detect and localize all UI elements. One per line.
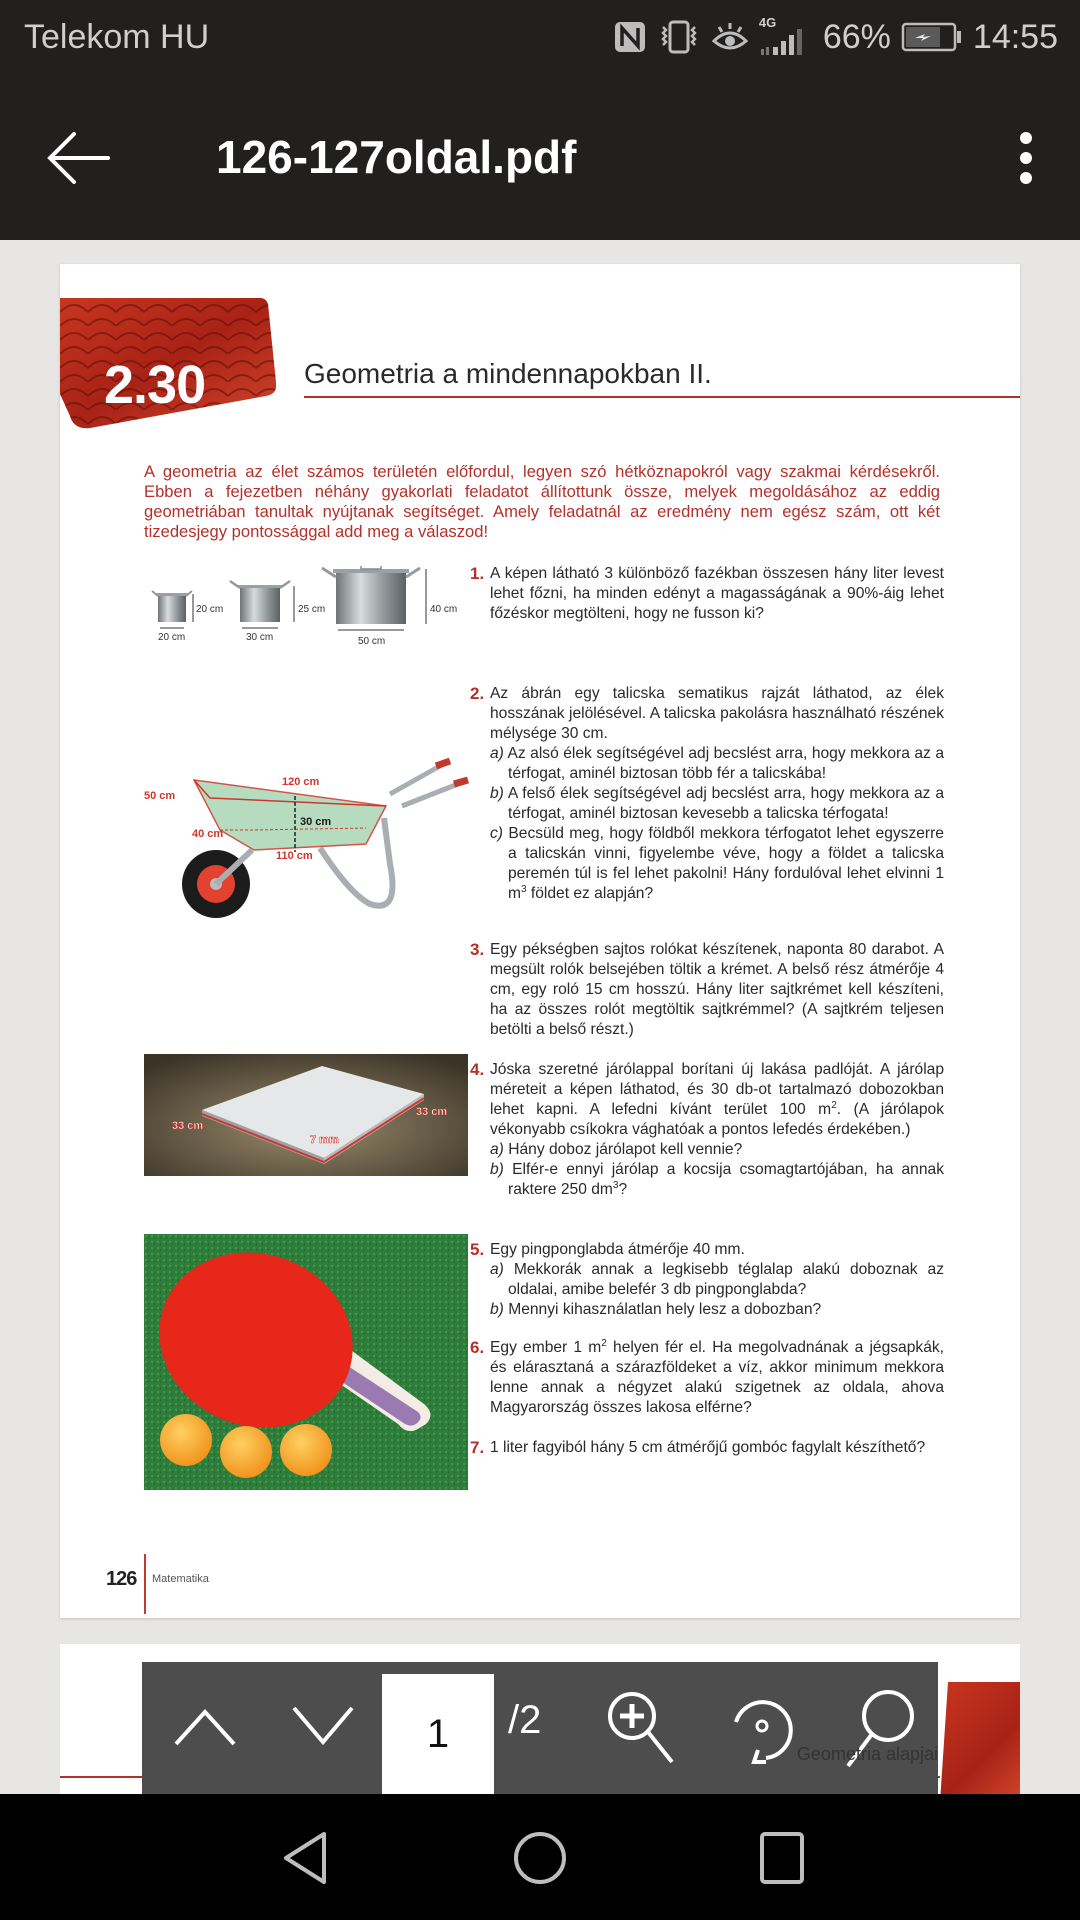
- superscript: 3: [521, 883, 527, 895]
- subitem-text: Mekkorák annak a legkisebb téglalap alakú doboznak az oldalai, amibe belefér 3 db pingponglabda?: [508, 1261, 944, 1298]
- task-number: 3.: [470, 940, 485, 959]
- task-2: [470, 684, 944, 904]
- section-title: Geometria a mindennapokban II.: [304, 358, 712, 389]
- wheelbarrow-depth: 30 cm: [300, 816, 332, 828]
- status-icons: [613, 14, 1058, 60]
- status-bar: [0, 0, 1080, 76]
- subitem-label: a): [490, 1261, 504, 1278]
- task-text: Egy pingponglabda átmérője 40 mm.: [490, 1241, 745, 1258]
- subitem-text: Mennyi kihasználatlan hely lesz a dobozban?: [508, 1301, 822, 1318]
- signal-icon: [759, 17, 813, 57]
- task-number: 7.: [470, 1438, 485, 1457]
- pot-small-height: 20 cm: [196, 604, 224, 615]
- subitem-text-after: földet ez alapján?: [526, 885, 654, 902]
- eye-comfort-icon: [711, 19, 749, 55]
- pot-mid-width: 30 cm: [246, 632, 274, 643]
- nav-back-button[interactable]: [276, 1830, 336, 1886]
- subitem-text: Becsüld meg, hogy földből mekkora térfogatot lehet egyszerre a talicskán vinni, figyelembe véve, hogy a földet a talicska peremén túl is fel lehet pakolni! Hány fordulóval lehet elvinni 1 m: [508, 825, 944, 902]
- subitem-text: Az alsó élek segítségével adj becslést arra, hogy mekkora az a térfogat, aminél biztosan több fér a talicskába!: [507, 745, 944, 782]
- pot-small-width: 20 cm: [158, 632, 186, 643]
- task-text-main: Jóska szeretné járólappal borítani új lakása padlóját. A járólap méreteit a képen láthatod, és 30 db-ot tartalmazó dobozokban lehet kapni. A lefedni kívánt terület 100 m: [490, 1061, 944, 1118]
- pot-mid-height: 25 cm: [298, 604, 326, 615]
- task-number: 5.: [470, 1240, 485, 1259]
- zoom-in-button[interactable]: [602, 1686, 682, 1770]
- wheelbarrow-bottom-width: 40 cm: [192, 828, 224, 840]
- superscript: 3: [612, 1179, 619, 1191]
- task-subitem: [490, 824, 944, 904]
- subitem-text: A felső élek segítségével adj becslést arra, hogy mekkora az a térfogat, aminél biztosan kevesebb a talicska térfogata!: [507, 785, 944, 822]
- nav-home-button[interactable]: [510, 1830, 570, 1886]
- task-text-after: . (A járólapok vékonyabb csíkokra vághatóak a pontos lefedés érdekében.): [490, 1101, 945, 1138]
- nfc-icon: [613, 20, 647, 54]
- subitem-label: b): [490, 1301, 504, 1318]
- subitem-label: b): [490, 1161, 504, 1178]
- zoom-in-icon: [602, 1686, 682, 1770]
- tile-side-a: 33 cm: [172, 1120, 204, 1132]
- tile-side-b: 33 cm: [416, 1106, 448, 1118]
- chevron-down-icon: [288, 1690, 358, 1760]
- pot-large-width: 50 cm: [358, 636, 386, 647]
- pdf-toolbar: [142, 1662, 938, 1794]
- back-button[interactable]: [44, 128, 116, 188]
- pdf-viewer[interactable]: [0, 240, 1080, 1794]
- superscript: 2: [831, 1099, 837, 1111]
- tile-thickness: 7 mm: [310, 1134, 339, 1146]
- superscript: 2: [601, 1337, 607, 1349]
- task-text-after: helyen fér el. Ha megolvadnának a jégsapkák, és elárasztaná a szárazföldeket a víz, akkor minimum mekkora lenne annak a négyzet alakú szigetnek az oldala, ahova Magyarország összes lakosa elférne?: [490, 1339, 944, 1416]
- wheelbarrow-top-width: 50 cm: [144, 790, 176, 802]
- recents-square-icon: [752, 1830, 812, 1886]
- task-subitem: [490, 1300, 944, 1320]
- page2-badge: [940, 1682, 1020, 1794]
- task-number: 4.: [470, 1060, 485, 1079]
- subitem-label: b): [490, 785, 504, 802]
- task-text: A képen látható 3 különböző fazékban összesen hány liter levest lehet főzni, ha minden edényt a magasságának a 90%-áig lehet főzéskor megtölteni, hogy ne fusson ki?: [490, 565, 944, 622]
- task-text: Az ábrán egy talicska sematikus rajzát láthatod, az élek hosszának jelölésével. A talicska pakolásra használható részének mélysége 30 cm.: [490, 685, 944, 742]
- nav-recents-button[interactable]: [752, 1830, 812, 1886]
- pots-figure: [148, 566, 468, 652]
- more-options-button[interactable]: [1012, 128, 1040, 188]
- task-subitem: [490, 744, 944, 784]
- task-4: [470, 1060, 945, 1200]
- task-7: [470, 1438, 944, 1458]
- system-nav-bar: [0, 1794, 1080, 1920]
- intro-paragraph: A geometria az élet számos területén előfordul, legyen szó hétköznapokról vagy szakmai kérdésekről. Ebben a fejezetben néhány gyakorlati feladatot állítottunk össze, melyek megoldásához az eddig geometriában tanultak nyújtanak segítséget. Amely feladatnál az eredmény nem egész szám, ott két tizedesjegy pontossággal add meg a válaszod!: [144, 462, 940, 541]
- document-title: 126-127oldal.pdf: [216, 131, 577, 183]
- task-1: [470, 564, 944, 624]
- subitem-label: a): [490, 745, 504, 762]
- task-5: [470, 1240, 944, 1320]
- task-number: 6.: [470, 1338, 485, 1357]
- footer-subject: Matematika: [152, 1573, 209, 1585]
- task-subitem: [490, 1260, 944, 1300]
- clock: 14:55: [972, 17, 1058, 56]
- task-text: [490, 1338, 944, 1418]
- tile-figure: [144, 1054, 468, 1176]
- title-divider: [304, 396, 1020, 398]
- next-page-button[interactable]: [288, 1690, 358, 1760]
- previous-page-button[interactable]: [170, 1690, 240, 1760]
- task-6: [470, 1337, 944, 1418]
- back-triangle-icon: [276, 1830, 336, 1886]
- task-3: [470, 940, 944, 1040]
- app-bar: [0, 76, 1080, 240]
- subitem-label: c): [490, 825, 503, 842]
- subitem-text: Hány doboz járólapot kell vennie?: [508, 1141, 743, 1158]
- task-number: 2.: [470, 684, 485, 703]
- more-vert-icon: [1012, 128, 1040, 188]
- task-subitem: [490, 1140, 944, 1160]
- task-number: 1.: [470, 564, 485, 583]
- subitem-text-after: ?: [618, 1181, 628, 1198]
- pingpong-figure: [144, 1234, 468, 1490]
- chevron-up-icon: [170, 1690, 240, 1760]
- page2-header-text: Geometria alapjai: [796, 1744, 938, 1764]
- task-text-main: Egy ember 1 m: [490, 1339, 602, 1356]
- task-subitem: [490, 1160, 944, 1200]
- arrow-left-icon: [44, 128, 116, 188]
- vibrate-icon: [657, 19, 701, 55]
- battery-charging-icon: [901, 21, 963, 53]
- task-subitem: [490, 784, 944, 824]
- wheelbarrow-bottom-length: 110 cm: [276, 850, 313, 862]
- network-type: 4G: [758, 15, 777, 30]
- wheelbarrow-figure: [140, 754, 500, 926]
- task-text: Egy pékségben sajtos rolókat készítenek, naponta 80 darabot. A megsült rolók belsejében töltik a krémet. A belső rész átmérője 4 cm, egy roló 15 cm hosszú. Hány liter sajtkrémet kell készíteni, ha az összes rolót megtöltik sajtkrémmel? (A sajtkrém teljesen betölti a belső részt.): [490, 941, 944, 1038]
- subitem-text: Elfér-e ennyi járólap a kocsija csomagtartójában, ha annak raktere 250 dm: [508, 1161, 944, 1198]
- section-badge: [60, 298, 276, 430]
- task-text: 1 liter fagyiból hány 5 cm átmérőjű gombóc fagylalt készíthető?: [490, 1439, 926, 1456]
- home-circle-icon: [510, 1830, 570, 1886]
- page-number: 126: [106, 1568, 137, 1590]
- subitem-label: a): [490, 1141, 504, 1158]
- pdf-page-126: [60, 264, 1020, 1618]
- pot-large-height: 40 cm: [430, 604, 458, 615]
- page-number-input[interactable]: 1: [382, 1674, 494, 1794]
- page-total: /2: [508, 1698, 542, 1742]
- carrier-name: Telekom HU: [24, 18, 210, 56]
- battery-percent: 66%: [822, 17, 891, 56]
- task-text: [490, 1060, 944, 1140]
- rotate-button[interactable]: [726, 1686, 806, 1770]
- wheelbarrow-top-length: 120 cm: [282, 776, 320, 788]
- rotate-icon: [726, 1686, 806, 1770]
- footer-divider: [144, 1554, 146, 1614]
- section-number: 2.30: [104, 355, 206, 415]
